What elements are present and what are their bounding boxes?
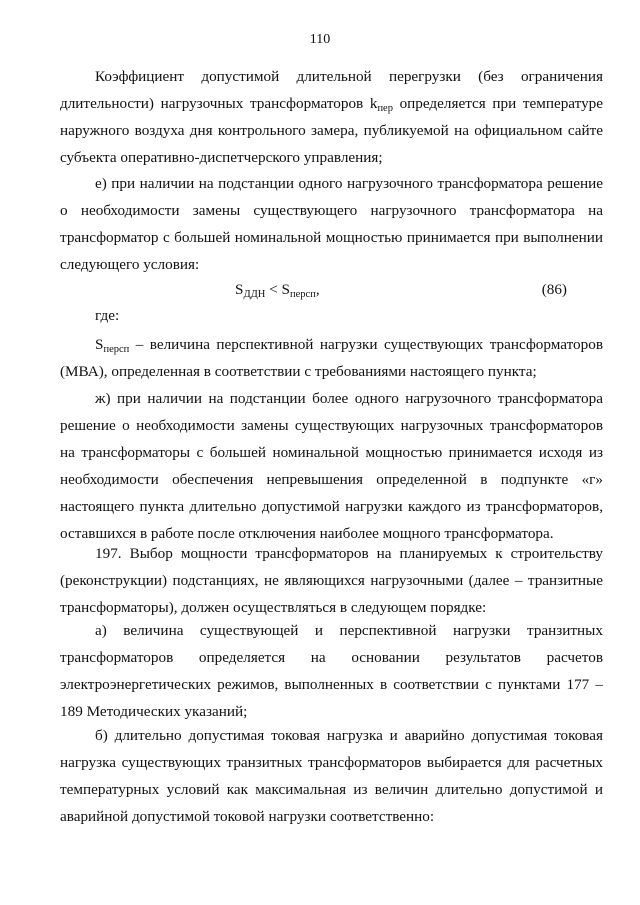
formula-end: , [315, 281, 320, 298]
paragraph-text: е) при наличии на подстанции одного нагрузочного трансформатора решение о необходимости замены существующего нагрузочного трансформатора на трансформатор с большей номинальной мощностью принимается при выполнении следующего условия: [60, 175, 603, 273]
paragraph-item-b [60, 722, 603, 830]
subscript-per: пер [377, 103, 393, 114]
paragraph-item-e [60, 170, 603, 278]
subscript-persp: персп [103, 344, 130, 355]
paragraph-197 [60, 540, 603, 621]
paragraph-s-persp-definition [60, 331, 603, 385]
formula-s2: S [281, 281, 290, 298]
formula-s1: S [235, 281, 244, 298]
page-number: 110 [309, 32, 331, 47]
where-label: где: [95, 307, 120, 324]
paragraph-text: а) величина существующей и перспективной нагрузки транзитных трансформаторов определяется на основании результатов расчетов электроэнергетических режимов, выполненных в соответствии с пунктами 177 – 189 Методических указаний; [60, 622, 603, 720]
paragraph-text: Коэффициент допустимой длительной перегрузки (без ограничения длительности) нагрузочных трансформаторов k [60, 68, 603, 112]
formula-sub-ddn: ДДН [243, 289, 266, 300]
paragraph-text: б) длительно допустимая токовая нагрузка и аварийно допустимая токовая нагрузка существующих транзитных трансформаторов выбирается для расчетных температурных условий как максимальная из величин длительно допустимой и аварийной допустимой токовой нагрузки соответственно: [60, 727, 603, 825]
paragraph-text-tail: определяется при температуре наружного воздуха дня контрольного замера, публикуемой на официальном сайте субъекта оперативно-диспетчерского управления; [60, 95, 603, 166]
paragraph-text: 197. Выбор мощности трансформаторов на планируемых к строительству (реконструкции) подстанциях, не являющихся нагрузочными (далее – транзитные трансформаторы), должен осуществляться в следующем порядке: [60, 545, 603, 616]
paragraph-item-a [60, 617, 603, 725]
formula-86 [60, 276, 603, 303]
formula-sub-persp: персп [290, 289, 316, 300]
definition-symbol: S [95, 336, 104, 353]
formula-operator: < [265, 281, 282, 298]
paragraph-text: ж) при наличии на подстанции более одного нагрузочного трансформатора решение о необходимости замены существующих нагрузочных трансформаторов на трансформаторы с большей номинальной мощностью принимается исходя из необходимости обеспечения непревышения определенной в подпункте «г» настоящего пункта длительно допустимой нагрузки каждого из трансформаторов, оставшихся в работе после отключения наиболее мощного трансформатора. [60, 390, 603, 542]
paragraph-overload-coefficient [60, 63, 603, 171]
formula-expression [235, 276, 320, 303]
paragraph-item-zh [60, 385, 603, 547]
definition-text: – величина перспективной нагрузки существующих трансформаторов (МВА), определенная в соответствии с требованиями настоящего пункта; [60, 336, 603, 380]
formula-number: (86) [541, 281, 567, 298]
